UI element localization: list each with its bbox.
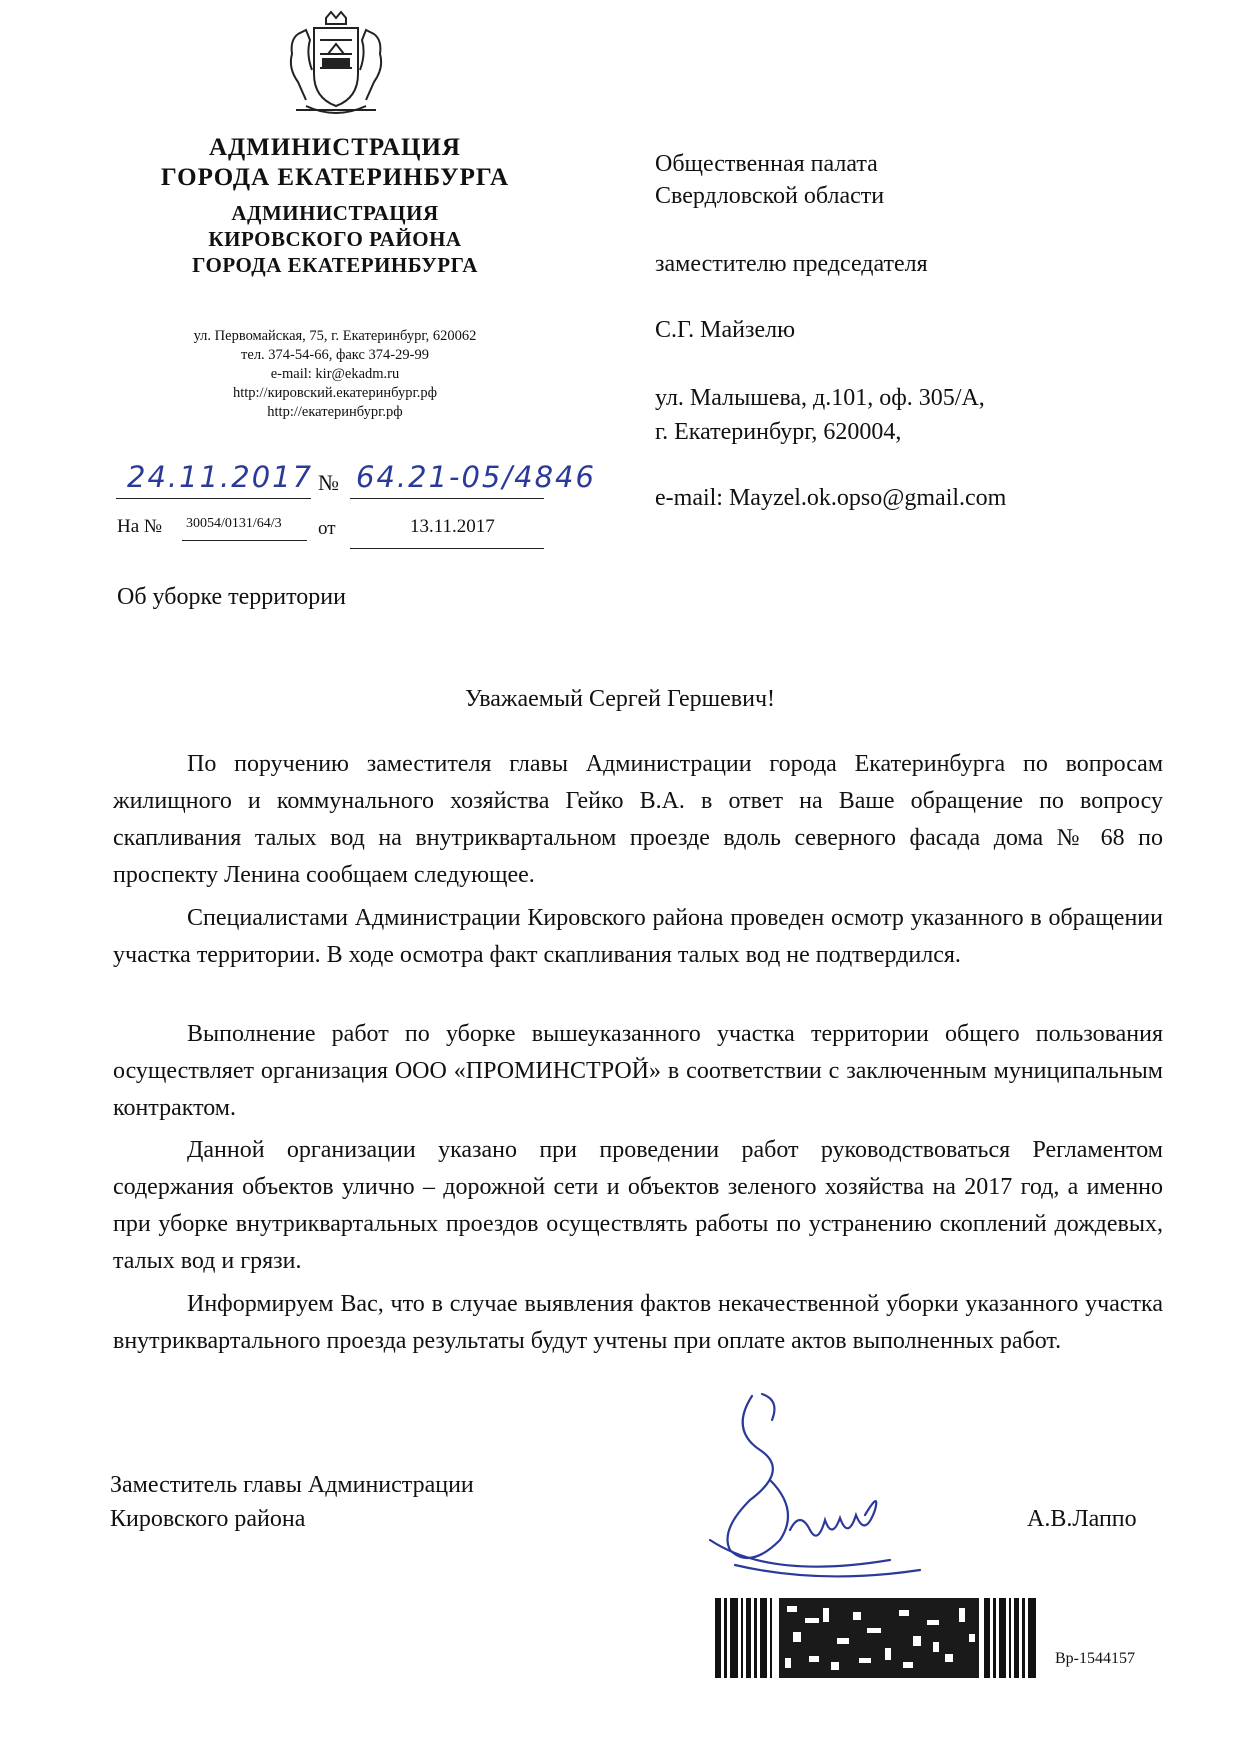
admin-phone: тел. 374-54-66, факс 374-29-99 <box>241 347 429 363</box>
ref-from-label: от <box>318 518 336 539</box>
recipient-address-line1: ул. Малышева, д.101, оф. 305/А, <box>655 385 985 411</box>
admin-site-1: http://кировский.екатеринбург.рф <box>232 385 438 401</box>
recipient-name: С.Г. Майзелю <box>655 317 796 343</box>
recipient-org-line1: Общественная палата <box>655 151 878 177</box>
signer-position-line2: Кировского района <box>110 1506 306 1532</box>
recipient-org-line2: Свердловской области <box>655 183 885 209</box>
letter-subject: Об уборке территории <box>117 584 346 610</box>
body-paragraph-3: Выполнение работ по уборке вышеуказанного участка территории общего пользования осуществляет организация ООО «ПРОМИНСТРОЙ» в соответствии с заключенным муниципальным контрактом. <box>113 1021 1163 1121</box>
admin-district-line1: АДМИНИСТРАЦИЯ <box>231 201 439 225</box>
coat-of-arms-icon <box>276 10 396 120</box>
letter-greeting: Уважаемый Сергей Гершевич! <box>464 686 776 712</box>
document-barcode <box>713 1598 1043 1678</box>
body-paragraph-5: Информируем Вас, что в случае выявления фактов некачественной уборки указанного участка внутриквартального проезда результаты будут учтены при оплате актов выполненных работ. <box>113 1291 1163 1354</box>
recipient-position: заместителю председателя <box>655 251 928 277</box>
ref-date: 13.11.2017 <box>410 516 495 537</box>
ref-number: 30054/0131/64/3 <box>186 516 282 531</box>
admin-city-line2: ГОРОДА ЕКАТЕРИНБУРГА <box>160 164 510 191</box>
signer-position-line1: Заместитель главы Администрации <box>110 1472 474 1498</box>
admin-city-line1: АДМИНИСТРАЦИЯ <box>209 134 461 161</box>
document-code: Вр-1544157 <box>1055 1650 1135 1667</box>
recipient-email: e-mail: Mayzel.ok.opso@gmail.com <box>655 485 1007 511</box>
body-paragraph-4: Данной организации указано при проведении работ руководствоваться Регламентом содержания объектов улично – дорожной сети и объектов зеленого хозяйства на 2017 год, а именно при уборке внутриквартальных проездов осуществлять работы по устранению скоплений дождевых, талых вод и грязи. <box>113 1137 1163 1274</box>
admin-district-line3: ГОРОДА ЕКАТЕРИНБУРГА <box>192 253 478 277</box>
ref-number-underline <box>182 540 307 541</box>
handwritten-signature <box>690 1390 990 1590</box>
admin-site-2: http://екатеринбург.рф <box>267 404 403 420</box>
admin-district-line2: КИРОВСКОГО РАЙОНА <box>208 227 462 251</box>
signer-name: А.В.Лаппо <box>1027 1506 1137 1532</box>
admin-address: ул. Первомайская, 75, г. Екатеринбург, 620062 <box>193 328 477 344</box>
recipient-address-line2: г. Екатеринбург, 620004, <box>655 419 902 445</box>
barcode-icon <box>713 1598 1043 1678</box>
body-paragraph-2: Специалистами Администрации Кировского района проведен осмотр указанного в обращении участка территории. В ходе осмотра факт скапливания талых вод не подтвердился. <box>113 905 1163 968</box>
ref-label: На № <box>117 516 163 537</box>
number-underline <box>350 498 544 499</box>
registration-number: 64.21-05/4846 <box>356 460 596 494</box>
admin-email: e-mail: kir@ekadm.ru <box>270 366 400 382</box>
date-underline <box>116 498 311 499</box>
ref-date-underline <box>350 548 544 549</box>
registration-date: 24.11.2017 <box>127 460 314 494</box>
body-paragraph-1: По поручению заместителя главы Администрации города Екатеринбурга по вопросам жилищного и коммунального хозяйства Гейко В.А. в ответ на Ваше обращение по вопросу скапливания талых вод на внутриквартальном проезде вдоль северного фасада дома № 68 по проспекту Ленина сообщаем следующее. <box>113 751 1163 888</box>
number-label: № <box>318 470 339 495</box>
